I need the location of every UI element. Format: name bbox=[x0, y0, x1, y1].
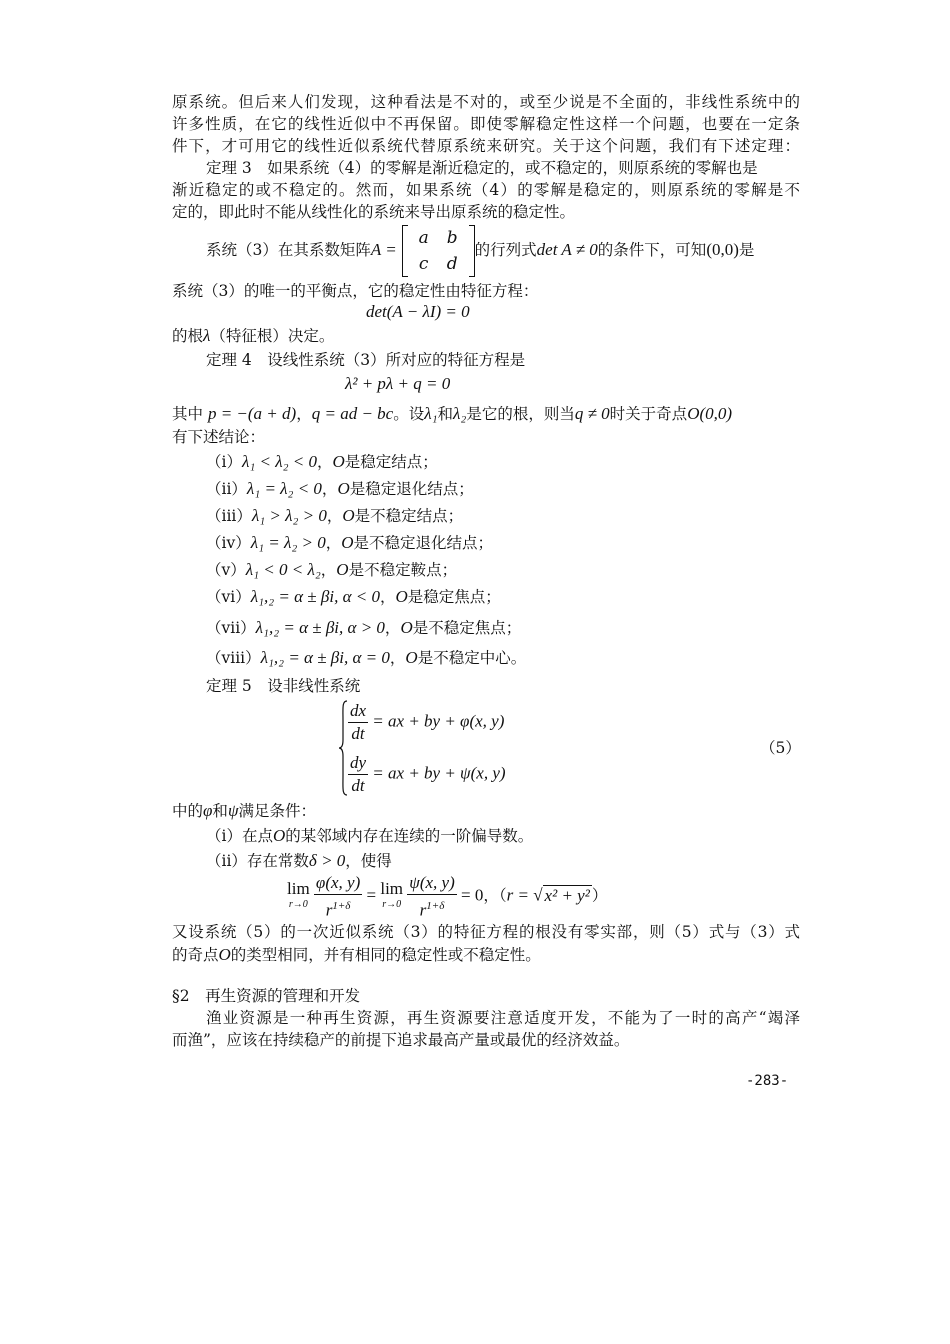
math: p = −(a + d) bbox=[207, 404, 297, 423]
text-line: 而渔”，应该在持续稳产的前提下追求最高产量或最优的经济效益。 bbox=[172, 1031, 630, 1049]
left-brace bbox=[338, 700, 348, 796]
case-item: （iii）λ₁ > λ₂ > 0，O是不稳定结点； bbox=[206, 506, 464, 525]
matrix-entry: a bbox=[418, 228, 429, 248]
math: λ bbox=[203, 326, 211, 345]
text: 时关于奇点 bbox=[609, 405, 688, 423]
math: λ₁ bbox=[424, 404, 438, 423]
math: q ≠ 0 bbox=[574, 404, 610, 423]
matrix-entry: b bbox=[446, 228, 458, 248]
text-line: 的奇点O的类型相同，并有相同的稳定性或不稳定性。 bbox=[172, 945, 541, 964]
theorem-5-intro: 定理 5 设非线性系统 bbox=[206, 677, 361, 695]
case-item: （i）λ₁ < λ₂ < 0，O是稳定结点； bbox=[206, 452, 438, 471]
condition-1: （i）在点O的某邻域内存在连续的一阶偏导数。 bbox=[206, 826, 534, 845]
text: 系统（3）在其系数矩阵 bbox=[206, 241, 371, 259]
text-line: 又设系统（5）的一次近似系统（3）的特征方程的根没有零实部，则（5）式与（3）式 bbox=[172, 923, 800, 941]
text: 是它的根，则当 bbox=[466, 405, 575, 423]
text: 的行列式 bbox=[474, 241, 537, 259]
text: （特征根）决定。 bbox=[210, 327, 335, 345]
coefficient-matrix bbox=[402, 225, 475, 277]
condition-2: （ii）存在常数δ > 0，使得 bbox=[206, 851, 392, 870]
text-line: 渔业资源是一种再生资源，再生资源要注意适度开发，不能为了一时的高产“竭泽 bbox=[206, 1009, 800, 1027]
matrix-line bbox=[206, 224, 800, 277]
text: 是 bbox=[738, 241, 755, 259]
section-heading: §2 再生资源的管理和开发 bbox=[172, 987, 361, 1005]
text: 其中 bbox=[172, 405, 204, 423]
text-line bbox=[172, 325, 800, 347]
math: λ₂ bbox=[453, 404, 467, 423]
math: (0,0) bbox=[706, 240, 739, 259]
case-item: （ii）λ₁ = λ₂ < 0，O是稳定退化结点； bbox=[206, 479, 474, 498]
math: q = ad − bc bbox=[311, 404, 394, 423]
page-number: -283- bbox=[746, 1073, 789, 1089]
theorem-4-intro: 定理 4 设线性系统（3）所对应的特征方程是 bbox=[206, 351, 526, 369]
case-item: （iv）λ₁ = λ₂ > 0，O是不稳定退化结点； bbox=[206, 533, 494, 552]
text: 和 bbox=[437, 405, 454, 423]
system-equation-2: $\frac{dy}{dt}$ = ax + by + ψ(x, y) bbox=[350, 753, 506, 795]
text: 。设 bbox=[393, 405, 425, 423]
math: det A ≠ 0 bbox=[536, 240, 598, 259]
math: A = bbox=[370, 240, 397, 259]
text-line: 中的φ和ψ满足条件： bbox=[172, 801, 317, 820]
math: O(0,0) bbox=[687, 404, 733, 423]
text-line bbox=[172, 403, 800, 425]
case-item: （viii）λ₁,₂ = α ± βi, α = 0，O是不稳定中心。 bbox=[206, 648, 527, 667]
case-item: （vi）λ₁,₂ = α ± βi, α < 0，O是稳定焦点； bbox=[206, 587, 501, 606]
text-line: 原系统。但后来人们发现，这种看法是不对的，或至少说是不全面的，非线性系统中的 bbox=[172, 93, 800, 111]
text-line: 许多性质，在它的线性近似中不再保留。即使零解稳定性这样一个问题，也要在一定条 bbox=[172, 115, 800, 133]
theorem-3-line: 定理 3 如果系统（4）的零解是渐近稳定的，或不稳定的，则原系统的零解也是 bbox=[206, 159, 758, 177]
theorem-3-line: 渐近稳定的或不稳定的。然而，如果系统（4）的零解是稳定的，则原系统的零解是不 bbox=[172, 181, 800, 199]
theorem-3-line: 定的，即此时不能从线性化的系统来导出原系统的稳定性。 bbox=[172, 203, 576, 221]
text-line: 件下，才可用它的线性近似系统代替原系统来研究。关于这个问题，我们有下述定理： bbox=[172, 137, 800, 155]
text: ， bbox=[296, 405, 312, 423]
matrix-entry: c bbox=[418, 254, 429, 274]
theorem-4-equation: λ² + pλ + q = 0 bbox=[345, 374, 451, 393]
case-item: （vii）λ₁,₂ = α ± βi, α > 0，O是不稳定焦点； bbox=[206, 618, 522, 637]
text-line: 系统（3）的唯一的平衡点，它的稳定性由特征方程： bbox=[172, 282, 539, 300]
text-line: 有下述结论： bbox=[172, 428, 266, 446]
characteristic-equation: det(A − λI) = 0 bbox=[366, 302, 470, 321]
equation-number: （5） bbox=[760, 739, 801, 757]
case-item: （v）λ₁ < 0 < λ₂，O是不稳定鞍点； bbox=[206, 560, 458, 579]
matrix-entry: d bbox=[446, 254, 458, 274]
text: 的条件下，可知 bbox=[597, 241, 707, 259]
text: 的根 bbox=[172, 327, 204, 345]
system-equation-1: $\frac{dx}{dt}$ = ax + by + φ(x, y) bbox=[350, 701, 505, 743]
limit-condition: lim r→0 $\frac{\varphi(x, y)}{r^{1+\delta}}$ = lim r→0 $\frac{\psi(x, y)}{r^{1+\delta}}$ = 0，（r = √ x² + y² ） bbox=[287, 873, 608, 920]
